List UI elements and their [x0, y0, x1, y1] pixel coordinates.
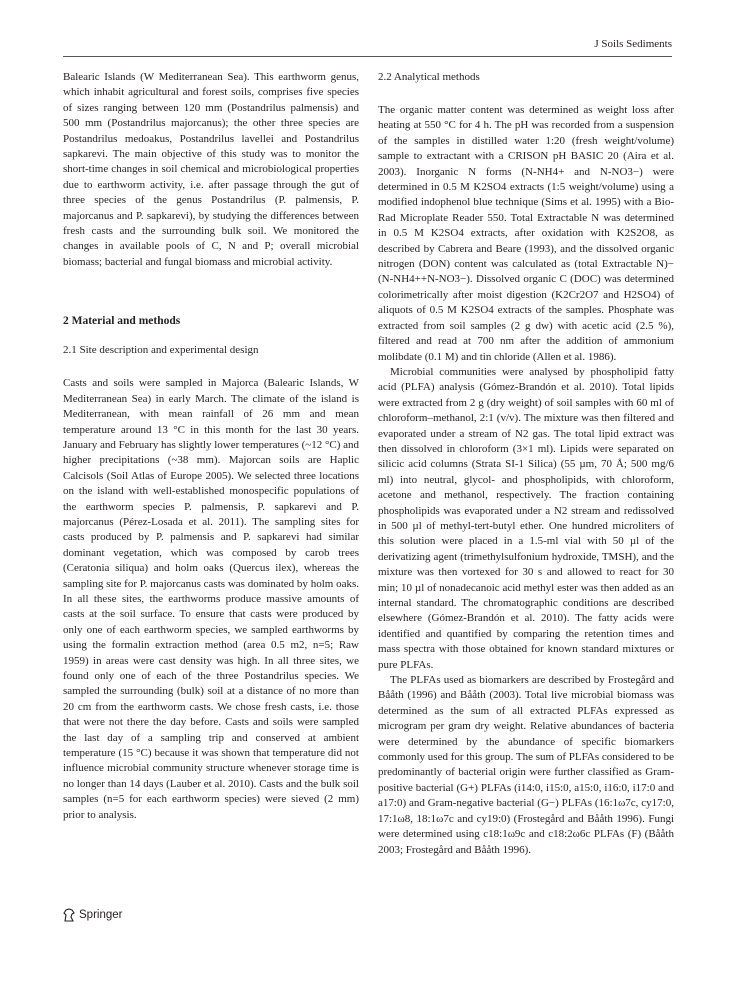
springer-horse-icon: [63, 908, 75, 922]
intro-paragraph: Balearic Islands (W Mediterranean Sea). This earthworm genus, which inhabit agricultural and forest soils, comprises five species of sizes ranging between 120 mm (Postandrilus palmensis) and 500 mm (Postandrilus majorcanus); the other three species are Postandrilus medoakus, Postandrilus lavellei and Postandrilus sapkarevi. The main objective of this study was to monitor the short-time changes in soil chemical and microbiological properties due to earthworm activity, i.e. after passage through the gut of three species of the genus Postandrilus (P. palmensis, P. majorcanus and P. sapkarevi), by studying the differences between fresh casts and the surrounding bulk soil. We monitored the changes in available pools of C, N and P; overall microbial biomass; bacterial and fungal biomass and microbial activity.: [63, 71, 359, 268]
running-header-journal: J Soils Sediments: [594, 38, 672, 50]
section-title: 2 Material and methods: [63, 315, 181, 328]
publisher-name: Springer: [79, 909, 123, 921]
subsection-title-2-2: 2.2 Analytical methods: [378, 71, 480, 83]
analytical-paragraph-2: Microbial communities were analysed by phospholipid fatty acid (PLFA) analysis (Gómez-Brandón et al. 2010). Total lipids were extracted from 2 g (dry weight) of soil samples with 60 ml of chloroform–methanol, 2:1 (v/v). The mixture was then filtered and evaporated under a stream of N2 gas. The total lipid extract was then dissolved in chloroform (3×1 ml). Lipids were separated on silicic acid columns (Strata SI-1 Silica) (55 µm, 70 Å; 500 mg/6 ml) into neutral, glycol- and phospholipids, with chloroform, acetone and methanol, respectively. The fraction containing phospholipids was evaporated under a N2 stream and redissolved in 500 µl of methyl-tert-butyl ether. One hundred microliters of this solution were placed in a 1.5-ml vial with 50 µl of the derivatizing agent (trimethylsulfonium hydroxide, TMSH), and the mixture was then vortexed for 30 s and allowed to react for 30 min; 10 µl of nonadecanoic acid methyl ester was then added as an internal standard. The chromatographic conditions are described elsewhere (Gómez-Brandón et al. 2010). The fatty acids were identified and quantified by comparing the retention times and mass spectra with those obtained for known standard mixtures or pure PLFAs.: [378, 365, 674, 671]
header-rule: [63, 56, 672, 57]
subsection-title-2-1: 2.1 Site description and experimental design: [63, 344, 259, 357]
analytical-paragraph-3: The PLFAs used as biomarkers are described by Frostegård and Bååth (1996) and Bååth (2003). Total live microbial biomass was determined as the sum of all extracted PLFAs expressed as microgram per gram dry weight. Relative abundances of bacteria were determined by the abundance of specific biomarkers commonly used for this group. The sum of PLFAs considered to be predominantly of bacterial origin were further classified as Gram-positive bacterial (G+) PLFAs (i14:0, i15:0, a15:0, i16:0, i17:0 and a17:0) and Gram-negative bacterial (G−) PLFAs (16:1ω7c, cy17:0, 17:1ω8, 18:1ω7c and cy19:0) (Frostegård and Bååth 1996). Fungi were determined using c18:1ω9c and c18:2ω6c PLFAs (F) (Bååth 2003; Frostegård and Bååth 1996).: [378, 674, 674, 856]
analytical-paragraph-1: The organic matter content was determined as weight loss after heating at 550 °C for 4 h. The pH was recorded from a suspension of the samples in distilled water 1:20 (fresh weight/volume) sample to extractant with a CRISON pH BASIC 20 (Aira et al. 2003). Inorganic N forms (N-NH4+ and N-NO3−) were determined in 0.5 M K2SO4 extracts (1:5 weight/volume) using a modified indophenol blue technique (Sims et al. 1995) with a Bio-Rad Microplate Reader 550. Total Extractable N was determined in 0.5 M K2SO4 extracts, after oxidation with K2S2O8, as described by Cabrera and Beare (1993), and the dissolved organic nitrogen (DON) content was calculated as (total Extractable N)−(N-NH4++N-NO3−). Dissolved organic C (DOC) was determined colorimetrically after moist digestion (K2Cr2O7 and H2SO4) of aliquots of 0.5 M K2SO4 extracts of the samples. Phosphate was extracted from soil samples (2 g dw) with acetic acid (2.5 %), filtered and read at 700 nm after the addition of ammonium molibdate (0.1 M) and tin chloride (Allen et al. 1986).: [378, 104, 674, 363]
left-column: [63, 70, 359, 823]
footer-publisher: [63, 908, 122, 922]
site-description-paragraph: Casts and soils were sampled in Majorca (Balearic Islands, W Mediterranean Sea) in early March. The climate of the island is Mediterranean, with mean rainfall of 26 mm and mean temperature around 13 °C in this month for the last 30 years. January and February has slightly lower temperatures (~12 °C) and higher precipitations (~38 mm). Majorcan soils are Haplic Calcisols (Soil Atlas of Europe 2005). We selected three locations on the island with well-established monospecific populations of the earthworm species P. palmensis, P. sapkarevi and P. majorcanus (Pérez-Losada et al. 2011). The sampling sites for casts produced by P. palmensis and P. sapkarevi had similar dominant vegetation, which was composed by carob trees (Ceratonia siliqua) and holm oaks (Quercus ilex), whereas the sampling site for P. majorcanus casts was dominated by holm oaks. In all these sites, the earthworms produce massive amounts of casts at the soil surface. To ensure that casts were produced by only one of each earthworm species, we sampled earthworms by using the formalin extraction method (area 0.5 m2, n=5; Raw 1959) in areas were cast density was high. In all three sites, we found only one of each of the three Postandrilus species. We sampled the surrounding (bulk) soil at a distance of no more than 20 cm from the earthworm casts. We chose fresh casts, i.e. those that were not there the day before. Casts and soils were sampled the last day of a sampling trip and conserved at ambient temperature (15 °C) because it was shown that temperature did not influence microbial community structure whenever storage time is no longer than 14 days (Lauber et al. 2010). Casts and the bulk soil samples (n=5 for each earthworm species) were sieved (2 mm) prior to analysis.: [63, 377, 359, 821]
right-column: [378, 70, 674, 858]
